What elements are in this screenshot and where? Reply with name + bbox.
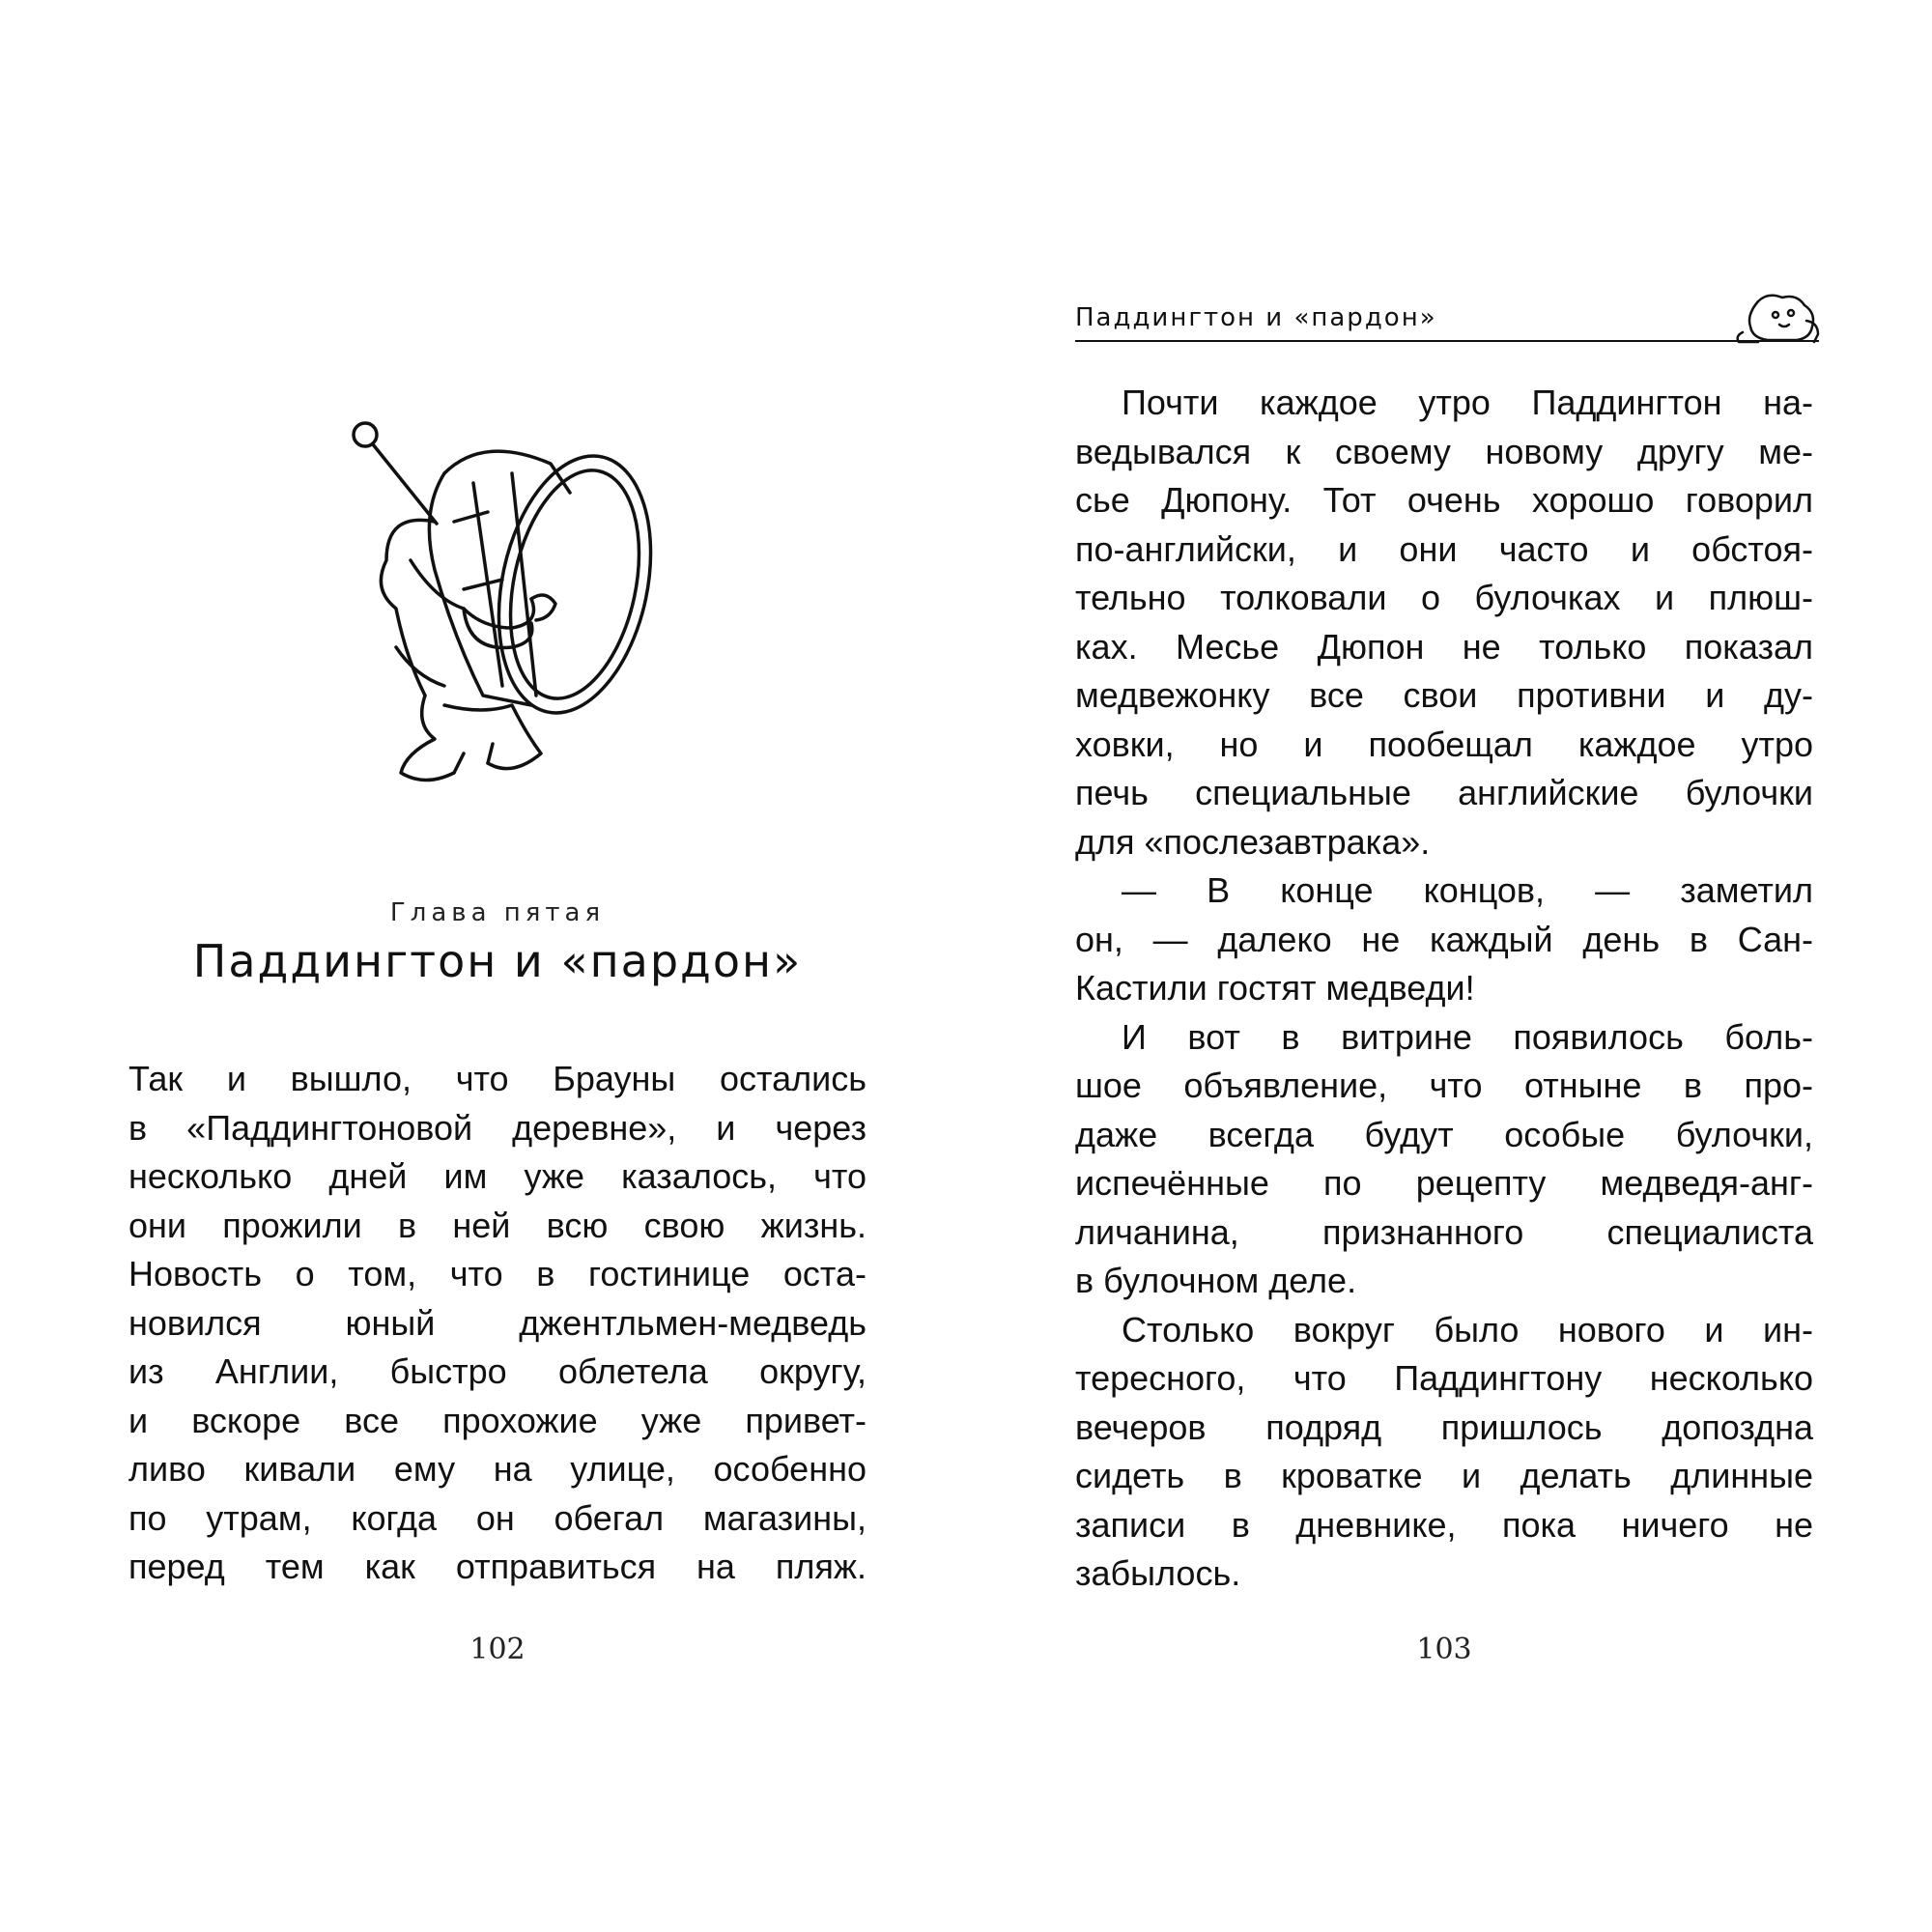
bear-with-drum-illustration [319,406,724,811]
text-line: ведывался к своему новому другу ме- [1075,431,1813,471]
running-head: Паддингтон и «пардон» [1075,303,1437,332]
text-line: из Англии, быстро облетела округу, [128,1351,867,1391]
text-line: Так и вышло, что Брауны остались [128,1059,867,1098]
text-line: сидеть в кроватке и делать длинные [1075,1456,1813,1495]
text-line: медвежонку все свои противни и ду- [1075,675,1813,715]
text-line: по утрам, когда он обегал магазины, [128,1497,867,1538]
text-line: испечённые по рецепту медведя-анг- [1075,1163,1813,1203]
text-line: печь специальные английские булочки [1075,773,1813,812]
text-line: и вскоре все прохожие уже привет- [128,1400,867,1440]
text-line: тельно толковали о булочках и плюш- [1075,578,1813,617]
text-line: тересного, что Паддингтону несколько [1075,1358,1813,1398]
left-page-text [128,1055,867,1592]
text-line: записи в дневнике, пока ничего не [1075,1504,1813,1545]
text-line: И вот в витрине появилось боль- [1122,1016,1813,1057]
bear-head-icon [1729,292,1822,346]
text-line: несколько дней им уже казалось, что [128,1156,867,1196]
text-line: личанина, признанного специалиста [1075,1211,1813,1252]
page-number: 103 [1416,1633,1472,1666]
text-line: Столько вокруг было нового и ин- [1122,1309,1813,1350]
text-line: шое объявление, что отныне в про- [1075,1065,1813,1105]
text-line: перед тем как отправиться на пляж. [128,1547,867,1586]
right-page [966,0,1932,1932]
text-line: он, — далеко не каждый день в Сан- [1075,919,1813,959]
text-line: — В конце концов, — заметил [1122,870,1813,910]
text-line: они прожили в ней всю свою жизнь. [128,1205,867,1245]
text-line: Кастили гостят медведи! [1075,968,1475,1008]
text-line: новился юный джентльмен-медведь [128,1302,867,1343]
text-line: даже всегда будут особые булочки, [1075,1114,1813,1154]
right-page-text [1075,379,1813,1599]
text-line: забылось. [1075,1553,1241,1593]
text-line: вечеров подряд пришлось допоздна [1075,1406,1813,1447]
text-line: Новость о том, что в гостинице оста- [128,1254,867,1293]
chapter-label: Глава пятая [389,898,606,927]
text-line: для «послезавтрака». [1075,821,1431,862]
text-line: в «Паддингтоновой деревне», и через [128,1107,867,1148]
page-number: 102 [469,1633,526,1666]
text-line: в булочном деле. [1075,1261,1357,1300]
text-line: сье Дюпону. Тот очень хорошо говорил [1075,480,1813,520]
text-line: ховки, но и пообещал каждое утро [1075,724,1813,764]
chapter-title: Паддингтон и «пардон» [192,935,803,987]
text-line: Почти каждое утро Паддингтон на- [1122,383,1813,422]
text-line: ливо кивали ему на улице, особенно [128,1449,867,1489]
header-rule [1075,340,1819,342]
text-line: по-английски, и они часто и обстоя- [1075,528,1813,569]
text-line: ках. Месье Дюпон не только показал [1075,626,1813,667]
